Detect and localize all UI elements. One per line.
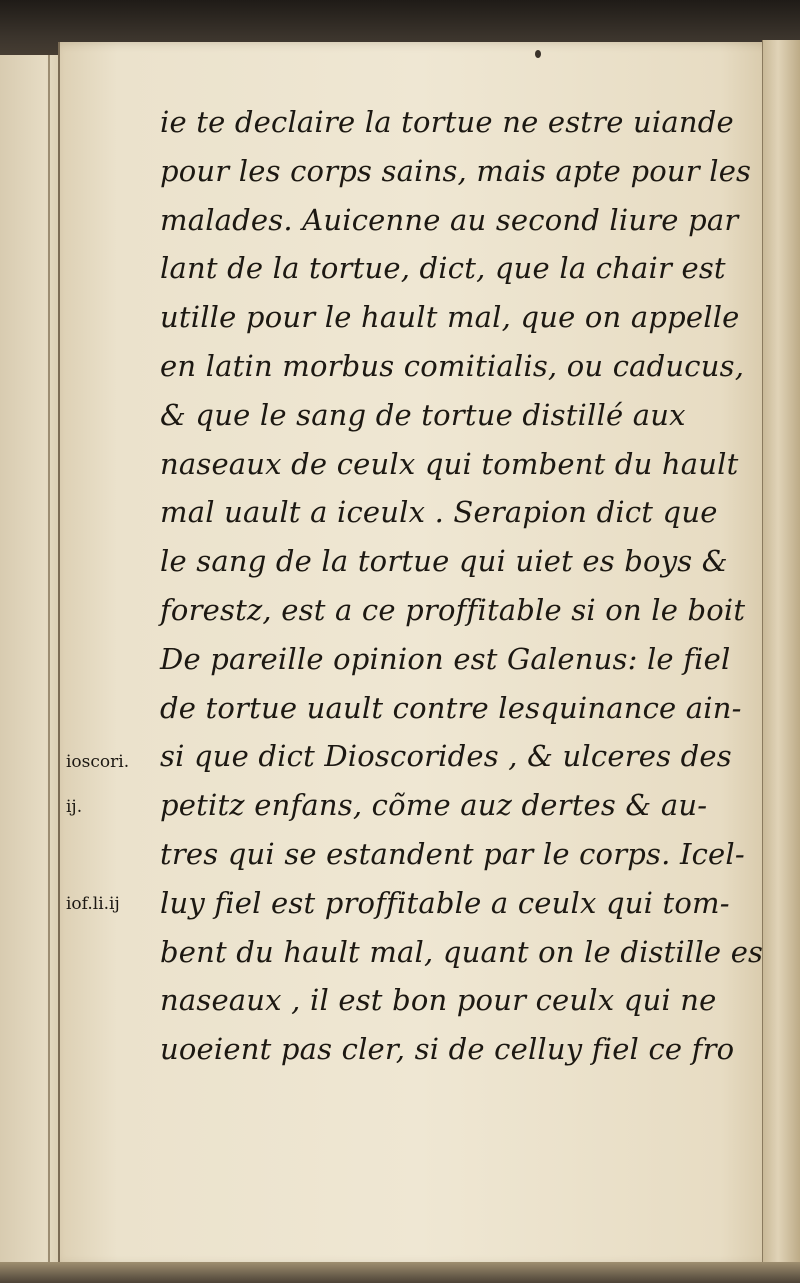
text-line: le sang de la tortue qui uiet es boys & [160, 544, 728, 579]
text-line: naseaux , il est bon pour ceulx qui ne [160, 983, 717, 1018]
text-line: tres qui se estandent par le corps. Icel- [160, 836, 745, 871]
text-line: si que dict Dioscorides , & ulceres des [160, 739, 732, 774]
text-line: de tortue uault contre lesquinance ain- [160, 690, 742, 725]
text-line: naseaux de ceulx qui tombent du hault [160, 446, 739, 481]
text-line: & que le sang de tortue distillé aux [160, 397, 686, 432]
marginal-note: ij. [66, 797, 83, 817]
text-line: utille pour le hault mal, que on appelle [160, 300, 740, 335]
page-edge-line [48, 55, 50, 1283]
text-line: pour les corps sains, mais apte pour les [160, 153, 752, 188]
text-line: uoeient pas cler, si de celluy fiel ce fro [160, 1032, 735, 1067]
text-line: forestz, est a ce proffitable si on le boit [160, 592, 746, 627]
text-line: petitz enfans, cõme auz dertes & au- [160, 788, 708, 823]
marginal-note: iof.li.ij [66, 894, 120, 914]
text-line: bent du hault mal, quant on le distille es [160, 934, 764, 969]
book-binding-bottom [0, 1262, 800, 1283]
text-line: De pareille opinion est Galenus: le fiel [160, 641, 731, 676]
marginal-note: ioscori. [66, 752, 130, 772]
text-line: en latin morbus comitialis, ou caducus, [160, 348, 745, 383]
text-line: lant de la tortue, dict, que la chair est [160, 251, 726, 286]
text-line: mal uault a iceulx . Serapion dict que [160, 495, 718, 530]
body-text [160, 98, 770, 1074]
text-line: ie te declaire la tortue ne estre uiande [160, 105, 734, 139]
text-line: malades. Auicenne au second liure par [160, 202, 739, 237]
ink-mark [535, 50, 541, 58]
text-line: luy fiel est proffitable a ceulx qui tom- [160, 885, 730, 920]
